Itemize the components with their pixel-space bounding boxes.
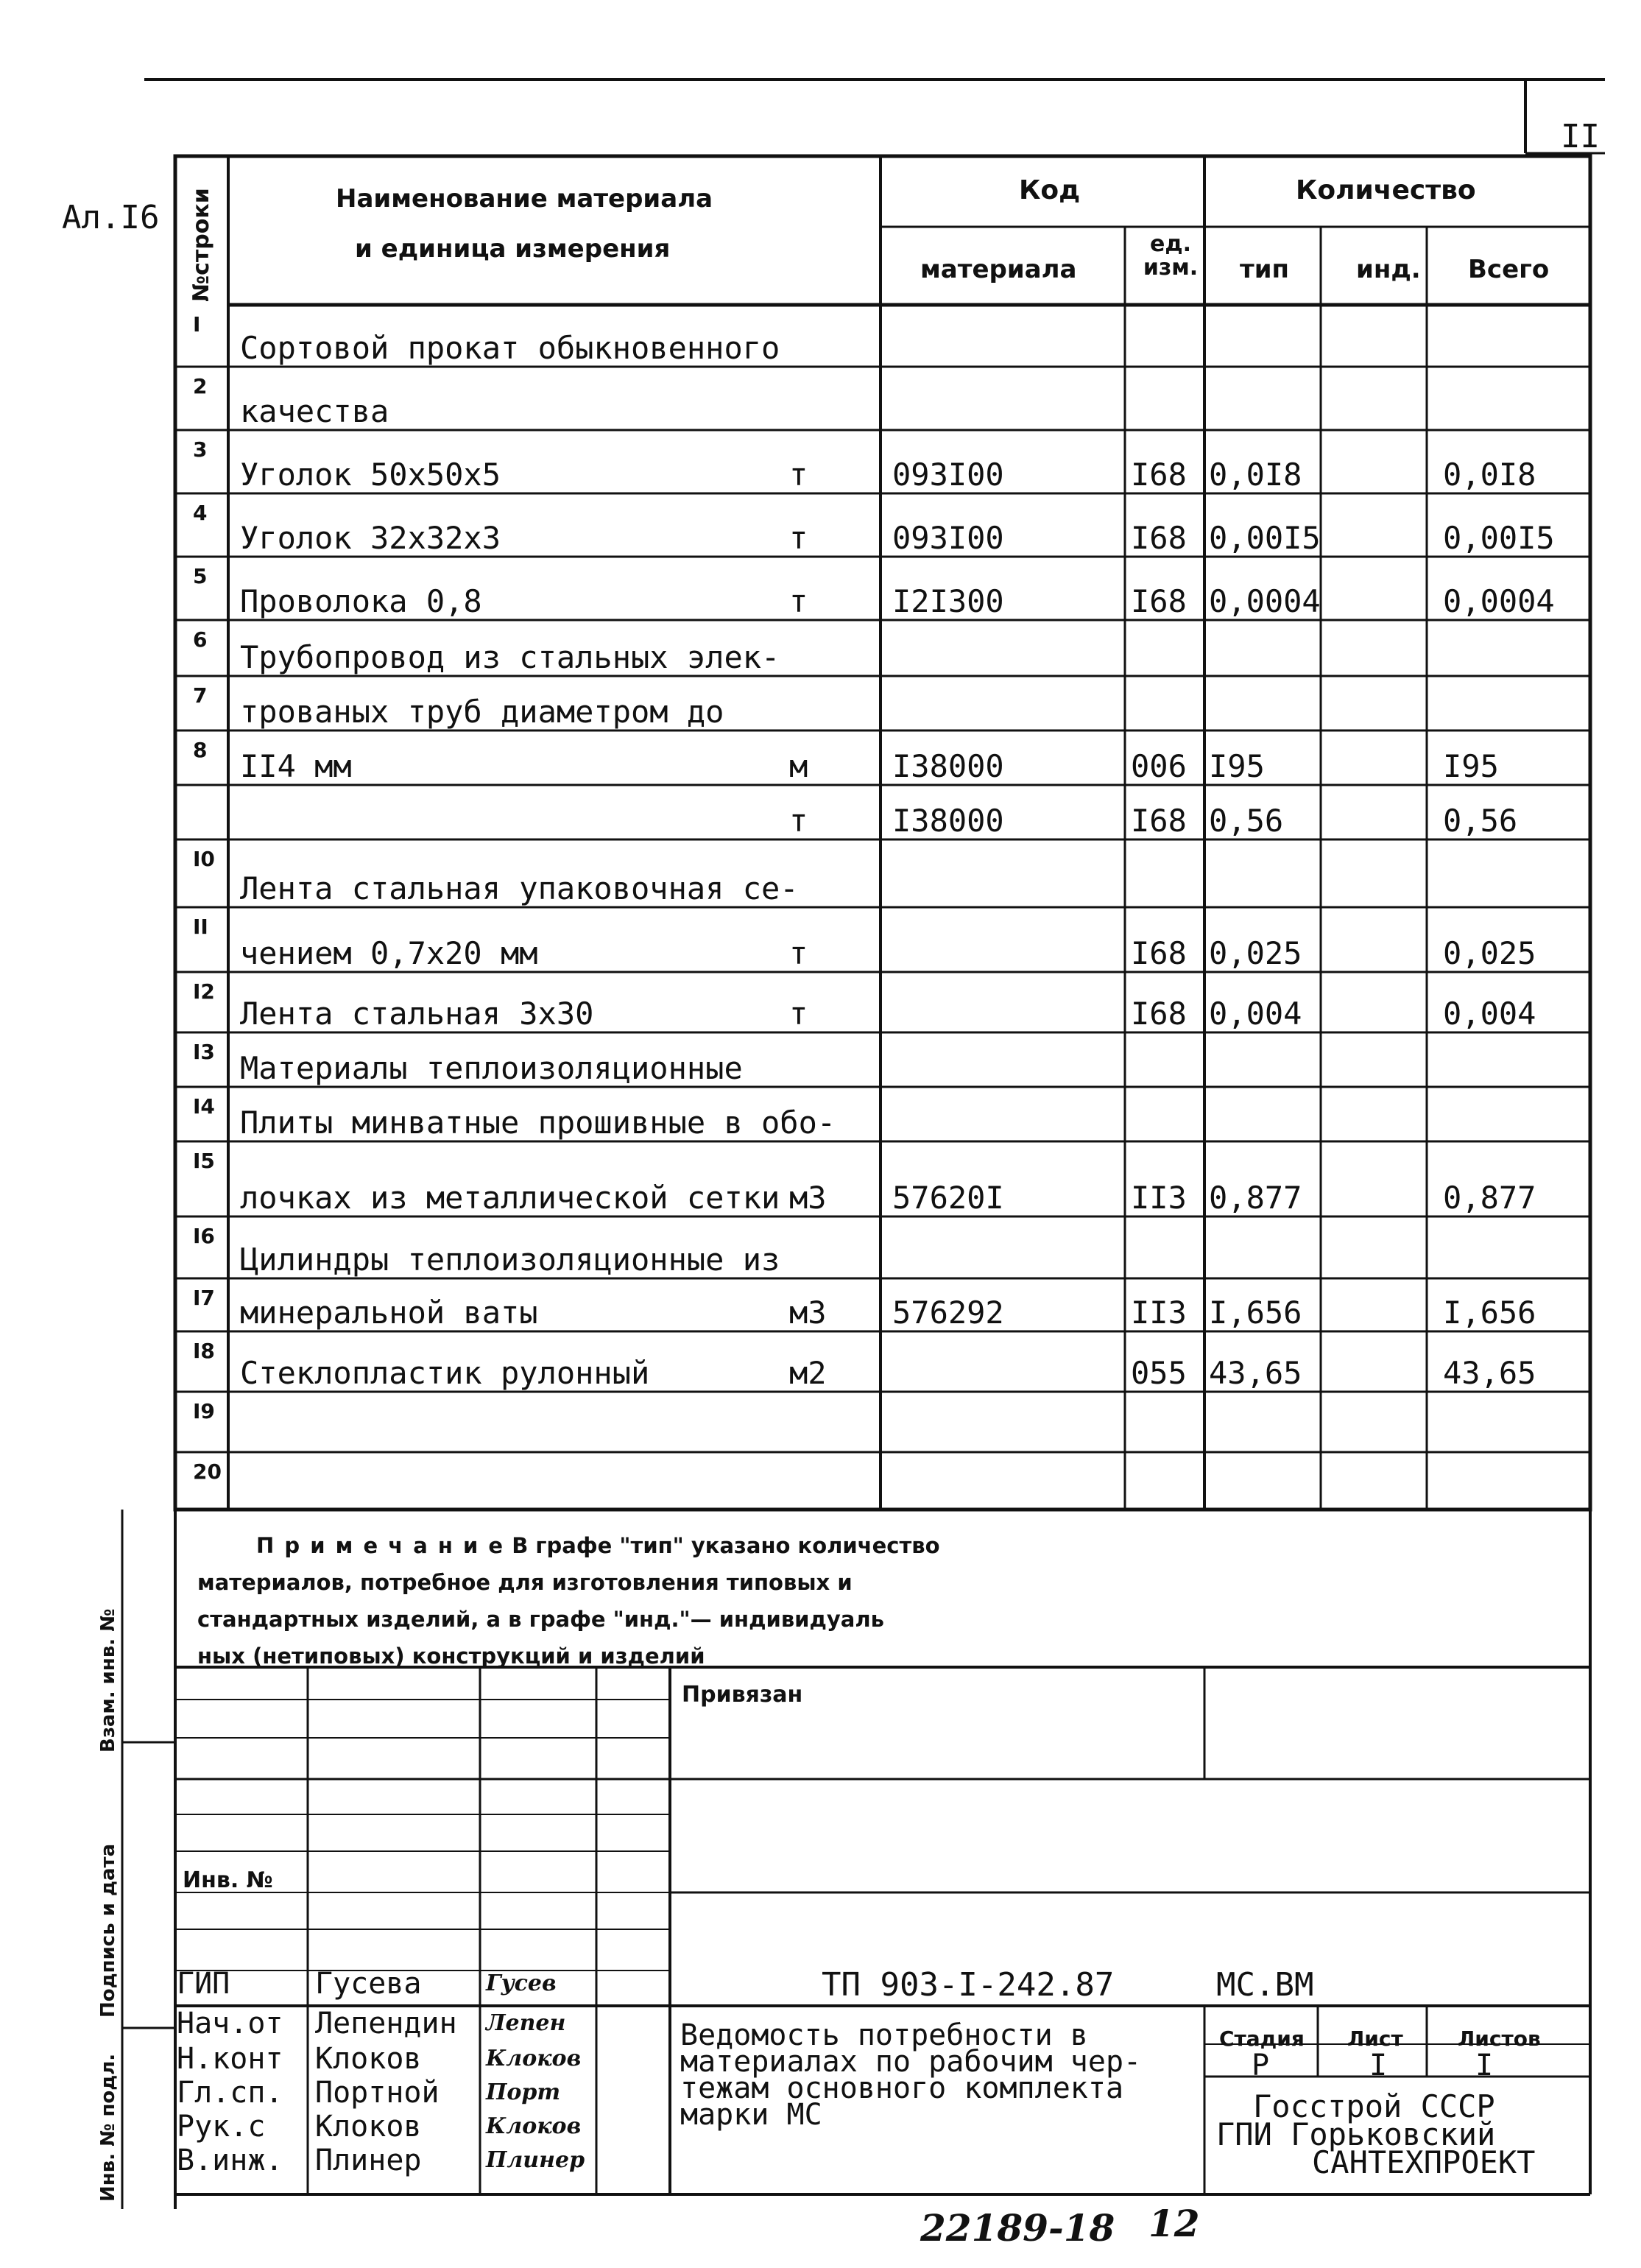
row-unit-code: I68 (1131, 996, 1187, 1032)
row-name: Стеклопластик рулонный (240, 1355, 650, 1391)
row-name: Уголок 50х50х5 (240, 457, 501, 493)
row-unit: т (789, 583, 808, 619)
person-name: Лепендин (315, 2007, 457, 2040)
row-unit-code: II3 (1131, 1180, 1187, 1216)
row-typ: 0,0004 (1209, 583, 1321, 619)
person-name: Портной (315, 2076, 440, 2110)
row-number: I9 (193, 1399, 215, 1423)
note-prefix: П р и м е ч а н и е (256, 1533, 505, 1558)
person-role: Гл.сп. (177, 2076, 283, 2110)
row-name: Плиты минватные прошивные в обо- (240, 1105, 836, 1141)
document-mark: МС.ВМ (1216, 1966, 1314, 2004)
header-name-line2: и единица измерения (355, 234, 671, 264)
row-name: трованых труб диаметром до (240, 694, 724, 730)
row-name: Цилиндры теплоизоляционные из (240, 1242, 780, 1278)
row-number: I5 (193, 1149, 215, 1173)
row-number: I7 (193, 1286, 215, 1310)
row-total: 0,025 (1443, 935, 1536, 971)
side-label-signature-date: Подпись и дата (97, 1843, 119, 2018)
side-label-vzam-inv: Взам. инв. № (97, 1608, 119, 1753)
row-name: II4 мм (240, 748, 352, 784)
person-signature: Гусев (486, 1971, 557, 1996)
document-code: ТП 903-I-242.87 (822, 1966, 1115, 2004)
person-name: Плинер (315, 2144, 422, 2177)
person-role: ГИП (177, 1967, 230, 2001)
row-unit: т (789, 935, 808, 971)
row-unit-code: I68 (1131, 935, 1187, 971)
person-name: Клоков (315, 2110, 422, 2144)
row-typ: 0,877 (1209, 1180, 1302, 1216)
privyazan-label: Привязан (682, 1682, 803, 1708)
row-number: I2 (193, 979, 215, 1004)
person-name: Гусева (315, 1967, 422, 2001)
row-number: 4 (193, 501, 208, 525)
row-unit-code: I68 (1131, 803, 1187, 839)
row-typ: 43,65 (1209, 1355, 1302, 1391)
row-number: I (193, 312, 201, 337)
header-unit-code: ед. изм. (1143, 231, 1199, 281)
row-material-code: 093I00 (892, 520, 1004, 556)
sheet-corner-number: II (1561, 118, 1600, 155)
note-line1: В графе "тип" указано количество (504, 1533, 940, 1558)
sheets-value: I (1475, 2049, 1494, 2082)
row-name: качества (240, 393, 389, 429)
row-typ: I95 (1209, 748, 1265, 784)
header-code: Код (1019, 175, 1081, 205)
sheet-label: Лист (1347, 2026, 1403, 2051)
row-unit-code: II3 (1131, 1295, 1187, 1331)
row-number: 6 (193, 627, 208, 652)
header-typ: тип (1240, 255, 1290, 284)
note-line2: материалов, потребное для изготовления типовых и (197, 1570, 853, 1595)
row-unit: т (789, 803, 808, 839)
row-total: I95 (1443, 748, 1499, 784)
row-typ: 0,004 (1209, 996, 1302, 1032)
row-name: Материалы теплоизоляционные (240, 1050, 743, 1086)
row-total: 0,877 (1443, 1180, 1536, 1216)
row-number: 8 (193, 738, 208, 762)
row-total: I,656 (1443, 1295, 1536, 1331)
person-role: Н.конт (177, 2042, 283, 2076)
row-material-code: I38000 (892, 803, 1004, 839)
row-name: минеральной ваты (240, 1295, 538, 1331)
row-total: 0,0004 (1443, 583, 1555, 619)
row-total: 0,004 (1443, 996, 1536, 1032)
row-name: чением 0,7х20 мм (240, 935, 538, 971)
person-role: Рук.с (177, 2110, 266, 2144)
header-quantity: Количество (1296, 175, 1476, 205)
person-signature: Порт (486, 2079, 561, 2105)
person-role: Нач.от (177, 2007, 283, 2040)
row-number: I3 (193, 1040, 215, 1064)
row-number: I0 (193, 847, 215, 871)
bottom-archive-number: 22189-18 (920, 2206, 1115, 2250)
row-number: 5 (193, 564, 208, 588)
row-name: Лента стальная 3х30 (240, 996, 594, 1032)
sheet-value: I (1369, 2049, 1388, 2082)
page-number: 12 (1148, 2202, 1200, 2245)
album-label: Ал.I6 (62, 199, 160, 236)
row-number: II (193, 915, 208, 939)
row-material-code: I38000 (892, 748, 1004, 784)
stage-value: Р (1252, 2049, 1270, 2082)
person-role: В.инж. (177, 2144, 283, 2177)
organization-1: Госстрой СССР (1253, 2088, 1495, 2124)
row-name: Уголок 32х32х3 (240, 520, 501, 556)
row-unit-code: I68 (1131, 583, 1187, 619)
header-name-line1: Наименование материала (336, 184, 713, 214)
person-signature: Клоков (486, 2046, 582, 2071)
header-total: Всего (1468, 255, 1550, 284)
row-typ: 0,56 (1209, 803, 1284, 839)
note-line3: стандартных изделий, а в графе "инд."— индивидуаль (197, 1607, 884, 1632)
sheets-label: Листов (1458, 2026, 1541, 2051)
row-unit: м2 (789, 1355, 827, 1391)
row-name: Сортовой прокат обыкновенного (240, 330, 780, 366)
person-signature: Плинер (486, 2147, 585, 2173)
row-unit: м3 (789, 1180, 827, 1216)
stage-label: Стадия (1219, 2026, 1305, 2051)
row-total: 0,0I8 (1443, 457, 1536, 493)
row-unit: м (789, 748, 808, 784)
row-number: I4 (193, 1094, 215, 1119)
note-line4: ных (нетиповых) конструкций и изделий (197, 1644, 705, 1669)
row-name: лочках из металлической сетки (240, 1180, 780, 1216)
row-number: I8 (193, 1339, 215, 1363)
title-line-2: материалах по рабочим чер- (680, 2045, 1142, 2079)
side-label-inv-podl: Инв. № подл. (97, 2053, 119, 2202)
row-unit-code: I68 (1131, 520, 1187, 556)
title-line-1: Ведомость потребности в (680, 2018, 1088, 2052)
row-unit-code: 006 (1131, 748, 1187, 784)
title-line-4: марки МС (680, 2098, 822, 2132)
organization-3: САНТЕХПРОЕКТ (1312, 2144, 1536, 2180)
row-material-code: 57620I (892, 1180, 1004, 1216)
row-name: Трубопровод из стальных элек- (240, 639, 780, 675)
row-typ: I,656 (1209, 1295, 1302, 1331)
row-typ: 0,00I5 (1209, 520, 1321, 556)
row-name: Проволока 0,8 (240, 583, 482, 619)
header-ind: инд. (1356, 255, 1421, 284)
row-total: 0,56 (1443, 803, 1518, 839)
row-number: 2 (193, 374, 208, 398)
row-material-code: 093I00 (892, 457, 1004, 493)
row-material-code: I2I300 (892, 583, 1004, 619)
row-unit: т (789, 520, 808, 556)
row-typ: 0,0I8 (1209, 457, 1302, 493)
row-unit: т (789, 457, 808, 493)
person-signature: Клоков (486, 2113, 582, 2139)
row-typ: 0,025 (1209, 935, 1302, 971)
header-material: материала (920, 255, 1077, 284)
row-unit-code: I68 (1131, 457, 1187, 493)
person-signature: Лепен (486, 2010, 566, 2036)
row-unit: т (789, 996, 808, 1032)
row-number: 20 (193, 1459, 222, 1484)
row-number: 7 (193, 683, 208, 708)
row-total: 43,65 (1443, 1355, 1536, 1391)
inv-no-label: Инв. № (183, 1867, 273, 1893)
row-unit-code: 055 (1131, 1355, 1187, 1391)
person-name: Клоков (315, 2042, 422, 2076)
row-name: Лента стальная упаковочная се- (240, 870, 799, 906)
header-row-number-label: №строки (188, 188, 214, 302)
row-material-code: 576292 (892, 1295, 1004, 1331)
row-unit: м3 (789, 1295, 827, 1331)
row-total: 0,00I5 (1443, 520, 1555, 556)
row-number: 3 (193, 437, 208, 462)
row-number: I6 (193, 1224, 215, 1248)
organization-2: ГПИ Горьковский (1216, 2116, 1496, 2152)
title-line-3: тежам основного комплекта (680, 2071, 1124, 2105)
